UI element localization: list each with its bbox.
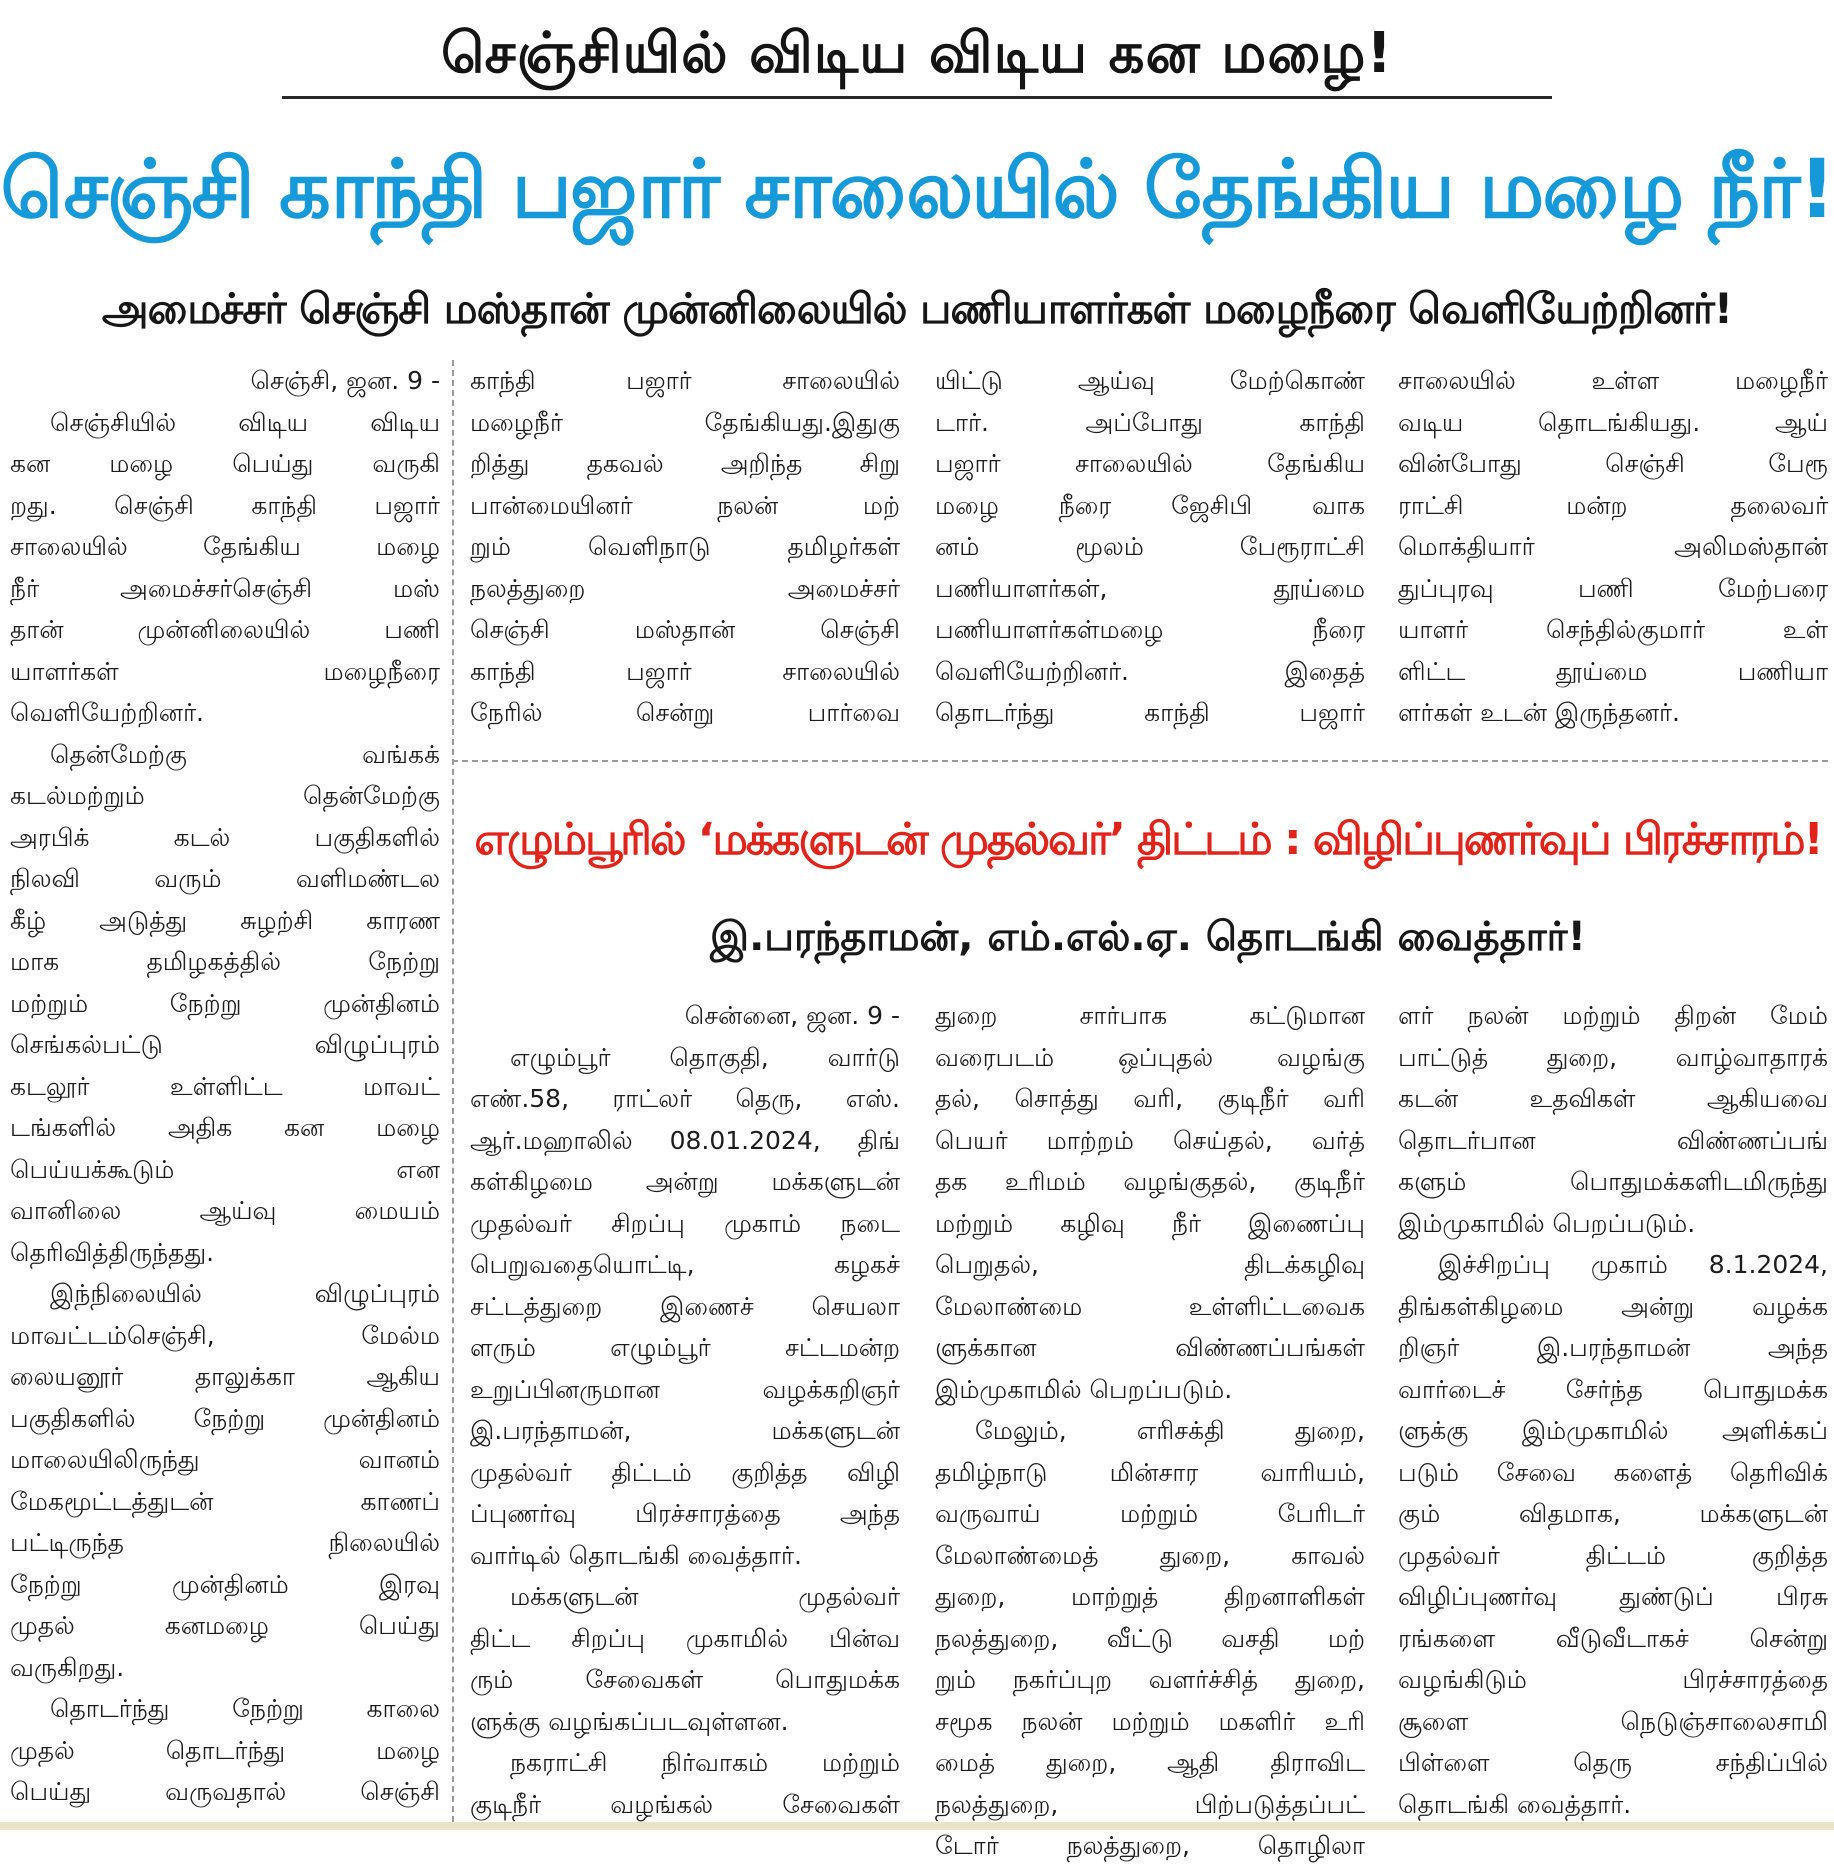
text-line: ளுக்கு வழங்கப்படவுள்ளன.: [470, 1706, 789, 1736]
text-line: வின்போது செஞ்சி பேரூ: [1398, 449, 1828, 478]
text-line: பான்மையினர் நலன் மற்: [470, 490, 900, 520]
text-line: தமிழ்நாடு மின்சார வாரியம்,: [935, 1457, 1365, 1487]
text-line: சூளை நெடுஞ்சாலைசாமி: [1398, 1706, 1828, 1736]
text-line: கீழ் அடுத்து சுழற்சி காரண: [10, 905, 440, 935]
text-line: பணியாளர்கள்மழை நீரை: [935, 615, 1365, 644]
text-line: பாட்டுத் துறை, வாழ்வாதாரக்: [1398, 1042, 1828, 1072]
text-line: றிஞர் இ.பரந்தாமன் அந்த: [1398, 1333, 1828, 1362]
text-line: றும் நகர்ப்புற வளர்ச்சித் துறை,: [935, 1665, 1365, 1694]
text-line: படும் சேவை களைத் தெரிவிக்: [1398, 1457, 1828, 1487]
kicker-underline: [282, 96, 1552, 99]
text-line: வருவாய் மற்றும் பேரிடர்: [935, 1499, 1365, 1528]
text-line: தல், சொத்து வரி, குடிநீர் வரி: [935, 1084, 1365, 1113]
text-line: நேரில் சென்று பார்வை: [470, 698, 900, 727]
text-line: ப்புணர்வு பிரச்சாரத்தை அந்த: [470, 1499, 900, 1528]
story1-column-4: [1398, 360, 1828, 740]
text-line: வெளியேற்றினர்.: [10, 698, 204, 727]
story2-column-1: [470, 995, 900, 1825]
text-line: எண்.58, ராட்லர் தெரு, எஸ்.: [470, 1084, 900, 1113]
story-divider-horizontal: [452, 760, 1828, 762]
text-line: மற்றும் கழிவு நீர் இணைப்பு: [935, 1208, 1365, 1238]
story1-main-headline: செஞ்சி காந்தி பஜார் சாலையில் தேங்கிய மழை நீர்!: [0, 143, 1834, 237]
text-line: அரபிக் கடல் பகுதிகளில்: [10, 822, 440, 852]
story1-column-3: [935, 360, 1365, 740]
text-line: மற்றும் நேற்று முன்தினம்: [10, 988, 440, 1018]
text-line: னம் மூலம் பேரூராட்சி: [935, 532, 1365, 561]
text-line: மக்களுடன் முதல்வர்: [510, 1582, 900, 1611]
text-line: ளிட்ட தூய்மை பணியா: [1398, 656, 1828, 686]
text-line: காந்தி பஜார் சாலையில்: [470, 656, 900, 686]
story2-column-3: [1398, 995, 1828, 1825]
story1-dateline: செஞ்சி, ஜன. 9 -: [250, 366, 440, 395]
story2-headline: எழும்பூரில் ‘மக்களுடன் முதல்வர்’ திட்டம் : விழிப்புணர்வுப் பிரச்சாரம்!: [474, 814, 1822, 865]
text-line: ளுக்கான விண்ணப்பங்கள்: [935, 1333, 1365, 1362]
text-line: ரும் சேவைகள் பொதுமக்க: [470, 1665, 900, 1694]
text-line: தொடர்ந்து நேற்று காலை: [50, 1694, 440, 1723]
text-line: டார். அப்போது காந்தி: [935, 407, 1365, 437]
text-line: லையனூர் தாலுக்கா ஆகிய: [10, 1362, 440, 1391]
text-line: பகுதிகளில் நேற்று முன்தினம்: [10, 1403, 440, 1433]
text-line: மேலாண்மைத் துறை, காவல்: [935, 1540, 1365, 1570]
text-line: வரைபடம் ஒப்புதல் வழங்கு: [935, 1042, 1365, 1072]
story2-dateline: சென்னை, ஜன. 9 -: [684, 1001, 900, 1030]
text-line: விழிப்புணர்வு துண்டுப் பிரசு: [1398, 1582, 1828, 1611]
text-line: பெய்யக்கூடும் என: [10, 1154, 440, 1184]
text-line: யாளர்கள் மழைநீரை: [10, 656, 440, 686]
text-line: பட்டிருந்த நிலையில்: [10, 1528, 440, 1557]
text-line: முதல் கனமழை பெய்து: [10, 1611, 440, 1640]
text-line: இச்சிறப்பு முகாம் 8.1.2024,: [1438, 1250, 1828, 1279]
text-line: பிள்ளை தெரு சந்திப்பில்: [1398, 1748, 1828, 1777]
text-line: நிலவி வரும் வளிமண்டல: [10, 864, 440, 893]
text-line: செஞ்சியில் விடிய விடிய: [50, 407, 440, 437]
text-line: வழங்கிடும் பிரச்சாரத்தை: [1398, 1665, 1828, 1694]
text-line: சாலையில் தேங்கிய மழை: [10, 532, 440, 561]
text-line: ராட்சி மன்ற தலைவர்: [1398, 490, 1828, 520]
text-line: மேலும், எரிசக்தி துறை,: [975, 1416, 1365, 1445]
text-line: வடிய தொடங்கியது. ஆய்: [1398, 407, 1828, 437]
text-line: வார்டில் தொடங்கி வைத்தார்.: [470, 1540, 802, 1570]
text-line: ளர்கள் உடன் இருந்தனர்.: [1398, 698, 1680, 727]
story2-column-2: [935, 995, 1365, 1860]
text-line: மைத் துறை, ஆதி திராவிட: [935, 1748, 1365, 1777]
text-line: காந்தி பஜார் சாலையில்: [470, 366, 900, 395]
text-line: வெளியேற்றினர். இதைத்: [935, 656, 1365, 686]
column-divider-vertical: [452, 360, 454, 1822]
text-line: டோர் நலத்துறை, தொழிலா: [935, 1831, 1365, 1860]
text-line: நலத்துறை, வீட்டு வசதி மற்: [935, 1623, 1365, 1653]
text-line: நீர் அமைச்சர்செஞ்சி மஸ்: [10, 573, 440, 603]
text-line: ளர் நலன் மற்றும் திறன் மேம்: [1398, 1001, 1828, 1030]
text-line: மாலையிலிருந்து வானம்: [10, 1445, 440, 1474]
text-line: றித்து தகவல் அறிந்த சிறு: [470, 449, 900, 478]
text-line: கடலூர் உள்ளிட்ட மாவட்: [10, 1071, 440, 1101]
text-line: வானிலை ஆய்வு மையம்: [10, 1196, 440, 1225]
text-line: இ.பரந்தாமன், மக்களுடன்: [470, 1416, 900, 1445]
text-line: துறை, மாற்றுத் திறனாளிகள்: [935, 1582, 1365, 1611]
text-line: முதல்வர் சிறப்பு முகாம் நடை: [470, 1208, 900, 1238]
text-line: இம்முகாமில் பெறப்படும்.: [1398, 1208, 1696, 1238]
text-line: கன மழை பெய்து வருகி: [10, 449, 440, 478]
text-line: வருகிறது.: [10, 1652, 125, 1682]
text-line: இந்நிலையில் விழுப்புரம்: [50, 1279, 440, 1308]
text-line: கடன் உதவிகள் ஆகியவை: [1398, 1084, 1828, 1113]
page-bottom-strip: [0, 1822, 1834, 1830]
text-line: ளரும் எழும்பூர் சட்டமன்ற: [470, 1333, 900, 1362]
text-line: நேற்று முன்தினம் இரவு: [10, 1569, 440, 1599]
text-line: துப்புரவு பணி மேற்பரை: [1398, 573, 1828, 603]
text-line: நகராட்சி நிர்வாகம் மற்றும்: [510, 1748, 900, 1777]
text-line: தென்மேற்கு வங்கக்: [50, 739, 440, 769]
text-line: றும் வெளிநாடு தமிழர்கள்: [470, 532, 900, 561]
text-line: பஜார் சாலையில் தேங்கிய: [935, 449, 1365, 478]
story1-kicker-headline: செஞ்சியில் விடிய விடிய கன மழை!: [441, 21, 1393, 86]
text-line: தான் முன்னிலையில் பணி: [10, 615, 440, 644]
text-line: தொடர்பான விண்ணப்பங்: [1398, 1125, 1828, 1155]
text-line: றது. செஞ்சி காந்தி பஜார்: [10, 490, 440, 520]
text-line: மேலாண்மை உள்ளிட்டவைக: [935, 1291, 1365, 1321]
text-line: பெறுதல், திடக்கழிவு: [935, 1250, 1365, 1279]
text-line: மாக தமிழகத்தில் நேற்று: [10, 947, 440, 976]
text-line: இம்முகாமில் பெறப்படும்.: [935, 1374, 1233, 1404]
text-line: களும் பொதுமக்களிடமிருந்து: [1398, 1167, 1828, 1196]
text-line: பெய்து வருவதால் செஞ்சி: [10, 1777, 440, 1806]
text-line: வார்டைச் சேர்ந்த பொதுமக்க: [1398, 1374, 1828, 1404]
text-line: தொடங்கி வைத்தார்.: [1398, 1789, 1632, 1819]
story2-sub-headline: இ.பரந்தாமன், எம்.எல்.ஏ. தொடங்கி வைத்தார்!: [710, 914, 1586, 960]
text-line: தக உரிமம் வழங்குதல், குடிநீர்: [935, 1167, 1365, 1196]
text-line: பெயர் மாற்றம் செய்தல், வர்த்: [935, 1125, 1365, 1155]
text-line: பணியாளர்கள், தூய்மை: [935, 573, 1365, 603]
story1-column-2: [470, 360, 900, 740]
text-line: கும் விதமாக, மக்களுடன்: [1398, 1499, 1828, 1528]
text-line: திட்ட சிறப்பு முகாமில் பின்வ: [470, 1623, 900, 1653]
text-line: மாவட்டம்செஞ்சி, மேல்ம: [10, 1320, 440, 1350]
text-line: ளுக்கு இம்முகாமில் அளிக்கப்: [1398, 1416, 1828, 1445]
story1-sub-headline: அமைச்சர் செஞ்சி மஸ்தான் முன்னிலையில் பணியாளர்கள் மழைநீரை வெளியேற்றினர்!: [101, 284, 1733, 333]
text-line: செங்கல்பட்டு விழுப்புரம்: [10, 1030, 440, 1059]
text-line: டங்களில் அதிக கன மழை: [10, 1113, 440, 1142]
text-line: சட்டத்துறை இணைச் செயலா: [470, 1291, 900, 1321]
text-line: முதல்வர் திட்டம் குறித்த விழி: [470, 1457, 900, 1487]
text-line: பெறுவதையொட்டி, கழகச்: [470, 1250, 900, 1279]
text-line: கள்கிழமை அன்று மக்களுடன்: [470, 1167, 900, 1196]
text-line: நலத்துறை, பிற்படுத்தப்பட்: [935, 1789, 1365, 1819]
text-line: மழைநீர் தேங்கியது.இதுகு: [470, 407, 900, 437]
text-line: யிட்டு ஆய்வு மேற்கொண்: [935, 366, 1365, 395]
text-line: தெரிவித்திருந்தது.: [10, 1237, 215, 1267]
text-line: ஆர்.மஹாலில் 08.01.2024, திங்: [470, 1125, 900, 1155]
text-line: எழும்பூர் தொகுதி, வார்டு: [510, 1042, 900, 1072]
text-line: கடல்மற்றும் தென்மேற்கு: [10, 781, 440, 810]
text-line: சமூக நலன் மற்றும் மகளிர் உரி: [935, 1706, 1365, 1736]
text-line: மேகமூட்டத்துடன் காணப்: [10, 1486, 440, 1516]
text-line: துறை சார்பாக கட்டுமான: [935, 1001, 1365, 1030]
text-line: ரங்களை வீடுவீடாகச் சென்று: [1398, 1623, 1828, 1653]
text-line: செஞ்சி மஸ்தான் செஞ்சி: [470, 615, 900, 644]
text-line: தொடர்ந்து காந்தி பஜார்: [935, 698, 1365, 727]
text-line: நலத்துறை அமைச்சர்: [470, 573, 900, 603]
story1-column-1: [10, 360, 440, 1820]
text-line: சாலையில் உள்ள மழைநீர்: [1398, 366, 1828, 395]
text-line: திங்கள்கிழமை அன்று வழக்க: [1398, 1291, 1828, 1321]
text-line: முதல் தொடர்ந்து மழை: [10, 1735, 440, 1765]
text-line: உறுப்பினருமான வழக்கறிஞர்: [470, 1374, 900, 1404]
text-line: மொக்தியார் அலிமஸ்தான்: [1398, 532, 1828, 561]
text-line: குடிநீர் வழங்கல் சேவைகள்: [470, 1789, 900, 1819]
text-line: மழை நீரை ஜேசிபி வாக: [935, 490, 1365, 520]
text-line: முதல்வர் திட்டம் குறித்த: [1398, 1540, 1828, 1570]
text-line: யாளர் செந்தில்குமார் உள்: [1398, 615, 1828, 644]
